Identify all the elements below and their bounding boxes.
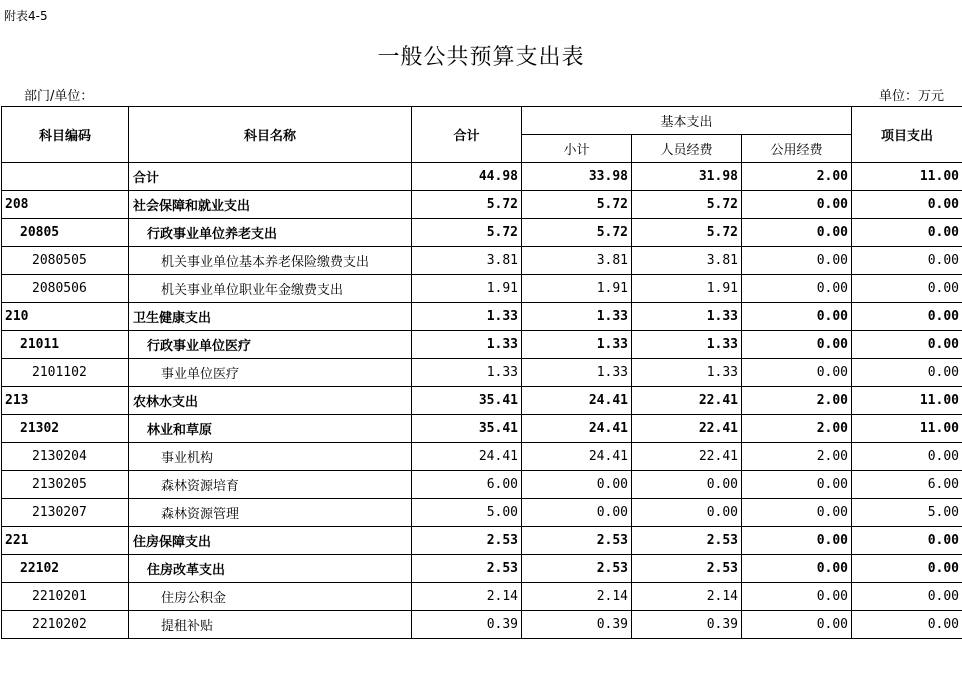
cell-name: 机关事业单位职业年金缴费支出 xyxy=(129,275,412,303)
cell-project: 11.00 xyxy=(852,163,962,191)
cell-project: 0.00 xyxy=(852,583,962,611)
cell-subtotal: 0.00 xyxy=(522,471,632,499)
cell-subtotal: 5.72 xyxy=(522,191,632,219)
cell-project: 0.00 xyxy=(852,219,962,247)
cell-code: 2101102 xyxy=(2,359,129,387)
cell-personnel: 0.00 xyxy=(632,499,742,527)
cell-project: 0.00 xyxy=(852,331,962,359)
cell-personnel: 2.53 xyxy=(632,555,742,583)
cell-project: 0.00 xyxy=(852,303,962,331)
cell-name: 合计 xyxy=(129,163,412,191)
cell-subtotal: 24.41 xyxy=(522,415,632,443)
cell-public: 0.00 xyxy=(742,471,852,499)
cell-subtotal: 1.91 xyxy=(522,275,632,303)
cell-personnel: 2.14 xyxy=(632,583,742,611)
cell-personnel: 1.33 xyxy=(632,359,742,387)
cell-name: 住房保障支出 xyxy=(129,527,412,555)
table-row xyxy=(2,247,962,275)
cell-code: 2130204 xyxy=(2,443,129,471)
cell-code: 21011 xyxy=(2,331,129,359)
header-public: 公用经费 xyxy=(742,135,852,163)
table-row xyxy=(2,415,962,443)
cell-personnel: 5.72 xyxy=(632,191,742,219)
cell-name: 卫生健康支出 xyxy=(129,303,412,331)
cell-code xyxy=(2,163,129,191)
cell-total: 5.00 xyxy=(412,499,522,527)
cell-code: 2130205 xyxy=(2,471,129,499)
cell-subtotal: 24.41 xyxy=(522,443,632,471)
cell-code: 2130207 xyxy=(2,499,129,527)
cell-project: 6.00 xyxy=(852,471,962,499)
header-code: 科目编码 xyxy=(2,107,129,163)
header-basic: 基本支出 xyxy=(522,107,852,135)
cell-project: 0.00 xyxy=(852,247,962,275)
table-body xyxy=(2,163,962,639)
table-header xyxy=(2,107,962,163)
cell-project: 0.00 xyxy=(852,527,962,555)
cell-public: 0.00 xyxy=(742,219,852,247)
table-row xyxy=(2,359,962,387)
cell-public: 0.00 xyxy=(742,555,852,583)
cell-personnel: 0.00 xyxy=(632,471,742,499)
table-row xyxy=(2,499,962,527)
cell-personnel: 22.41 xyxy=(632,387,742,415)
table-row xyxy=(2,443,962,471)
cell-total: 1.33 xyxy=(412,303,522,331)
cell-code: 208 xyxy=(2,191,129,219)
unit-label: 单位：万元 xyxy=(878,89,944,104)
cell-total: 1.33 xyxy=(412,331,522,359)
annex-label: 附表4-5 xyxy=(4,9,48,23)
cell-personnel: 22.41 xyxy=(632,443,742,471)
table-row xyxy=(2,163,962,191)
cell-public: 0.00 xyxy=(742,527,852,555)
cell-name: 林业和草原 xyxy=(129,415,412,443)
cell-name: 住房公积金 xyxy=(129,583,412,611)
cell-public: 0.00 xyxy=(742,191,852,219)
cell-project: 0.00 xyxy=(852,555,962,583)
cell-public: 2.00 xyxy=(742,443,852,471)
header-project: 项目支出 xyxy=(852,107,962,163)
cell-project: 0.00 xyxy=(852,191,962,219)
cell-personnel: 3.81 xyxy=(632,247,742,275)
cell-name: 机关事业单位基本养老保险缴费支出 xyxy=(129,247,412,275)
cell-name: 提租补贴 xyxy=(129,611,412,639)
table-row xyxy=(2,555,962,583)
cell-code: 22102 xyxy=(2,555,129,583)
cell-project: 0.00 xyxy=(852,611,962,639)
cell-public: 0.00 xyxy=(742,359,852,387)
cell-personnel: 1.33 xyxy=(632,331,742,359)
cell-code: 21302 xyxy=(2,415,129,443)
cell-public: 0.00 xyxy=(742,331,852,359)
cell-project: 5.00 xyxy=(852,499,962,527)
budget-table xyxy=(1,106,962,639)
cell-total: 5.72 xyxy=(412,219,522,247)
cell-name: 行政事业单位医疗 xyxy=(129,331,412,359)
header-name: 科目名称 xyxy=(129,107,412,163)
cell-name: 农林水支出 xyxy=(129,387,412,415)
cell-personnel: 5.72 xyxy=(632,219,742,247)
cell-personnel: 1.33 xyxy=(632,303,742,331)
cell-personnel: 1.91 xyxy=(632,275,742,303)
cell-project: 11.00 xyxy=(852,387,962,415)
cell-subtotal: 2.14 xyxy=(522,583,632,611)
cell-total: 2.14 xyxy=(412,583,522,611)
cell-total: 24.41 xyxy=(412,443,522,471)
cell-public: 2.00 xyxy=(742,415,852,443)
cell-subtotal: 0.00 xyxy=(522,499,632,527)
table-row xyxy=(2,219,962,247)
cell-project: 0.00 xyxy=(852,275,962,303)
cell-code: 2210201 xyxy=(2,583,129,611)
table-row xyxy=(2,583,962,611)
cell-public: 2.00 xyxy=(742,387,852,415)
table-row xyxy=(2,275,962,303)
cell-subtotal: 0.39 xyxy=(522,611,632,639)
cell-total: 1.33 xyxy=(412,359,522,387)
cell-name: 森林资源培育 xyxy=(129,471,412,499)
table-row xyxy=(2,303,962,331)
table-row xyxy=(2,611,962,639)
header-subtotal: 小计 xyxy=(522,135,632,163)
cell-project: 0.00 xyxy=(852,443,962,471)
cell-subtotal: 24.41 xyxy=(522,387,632,415)
cell-total: 44.98 xyxy=(412,163,522,191)
cell-subtotal: 2.53 xyxy=(522,527,632,555)
cell-name: 住房改革支出 xyxy=(129,555,412,583)
cell-total: 6.00 xyxy=(412,471,522,499)
cell-subtotal: 2.53 xyxy=(522,555,632,583)
department-label: 部门/单位： xyxy=(24,89,94,104)
cell-personnel: 2.53 xyxy=(632,527,742,555)
cell-total: 0.39 xyxy=(412,611,522,639)
cell-public: 0.00 xyxy=(742,275,852,303)
cell-subtotal: 1.33 xyxy=(522,303,632,331)
cell-total: 2.53 xyxy=(412,527,522,555)
cell-public: 0.00 xyxy=(742,583,852,611)
header-total: 合计 xyxy=(412,107,522,163)
table-row xyxy=(2,331,962,359)
cell-subtotal: 5.72 xyxy=(522,219,632,247)
cell-code: 2210202 xyxy=(2,611,129,639)
table-row xyxy=(2,387,962,415)
cell-total: 35.41 xyxy=(412,387,522,415)
cell-name: 森林资源管理 xyxy=(129,499,412,527)
cell-project: 0.00 xyxy=(852,359,962,387)
cell-total: 5.72 xyxy=(412,191,522,219)
cell-code: 2080505 xyxy=(2,247,129,275)
cell-public: 0.00 xyxy=(742,499,852,527)
cell-subtotal: 33.98 xyxy=(522,163,632,191)
page-title: 一般公共预算支出表 xyxy=(377,45,585,70)
cell-total: 3.81 xyxy=(412,247,522,275)
table-row xyxy=(2,191,962,219)
cell-subtotal: 3.81 xyxy=(522,247,632,275)
cell-code: 210 xyxy=(2,303,129,331)
table-row xyxy=(2,471,962,499)
cell-public: 0.00 xyxy=(742,611,852,639)
cell-project: 11.00 xyxy=(852,415,962,443)
header-personnel: 人员经费 xyxy=(632,135,742,163)
cell-personnel: 22.41 xyxy=(632,415,742,443)
cell-code: 20805 xyxy=(2,219,129,247)
cell-personnel: 0.39 xyxy=(632,611,742,639)
cell-name: 社会保障和就业支出 xyxy=(129,191,412,219)
cell-subtotal: 1.33 xyxy=(522,359,632,387)
cell-total: 1.91 xyxy=(412,275,522,303)
cell-name: 事业机构 xyxy=(129,443,412,471)
cell-total: 35.41 xyxy=(412,415,522,443)
table-row xyxy=(2,527,962,555)
cell-code: 213 xyxy=(2,387,129,415)
cell-public: 2.00 xyxy=(742,163,852,191)
cell-code: 221 xyxy=(2,527,129,555)
cell-code: 2080506 xyxy=(2,275,129,303)
cell-public: 0.00 xyxy=(742,303,852,331)
cell-subtotal: 1.33 xyxy=(522,331,632,359)
cell-personnel: 31.98 xyxy=(632,163,742,191)
cell-total: 2.53 xyxy=(412,555,522,583)
cell-public: 0.00 xyxy=(742,247,852,275)
cell-name: 事业单位医疗 xyxy=(129,359,412,387)
cell-name: 行政事业单位养老支出 xyxy=(129,219,412,247)
